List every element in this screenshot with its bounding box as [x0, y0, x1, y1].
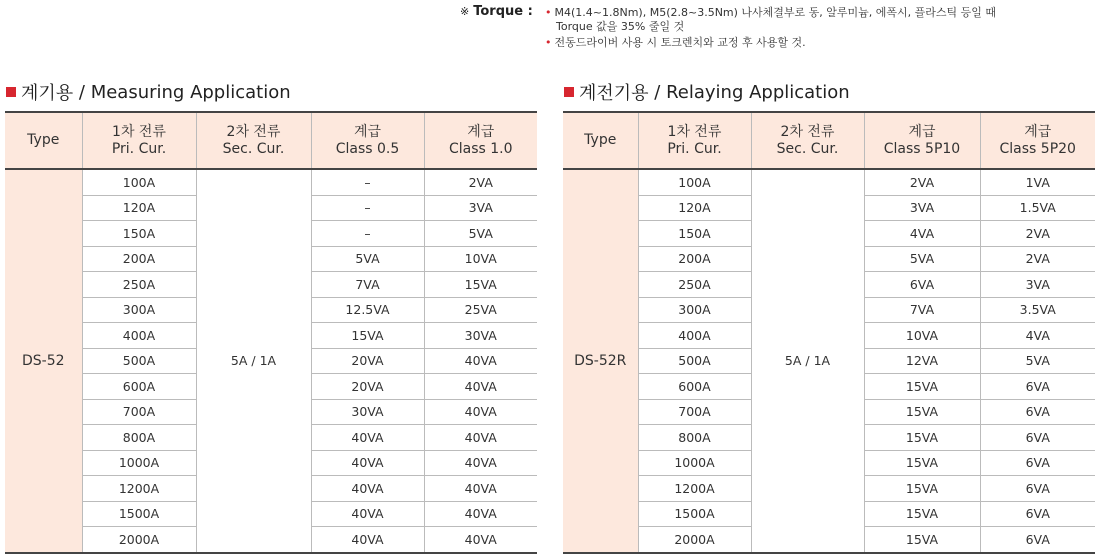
class-burden-cell: 12VA — [864, 348, 980, 374]
relaying-title-ko: 계전기용 — [579, 83, 649, 104]
class-burden-cell: 15VA — [424, 272, 537, 298]
relaying-section — [563, 80, 1095, 554]
type-cell: DS-52R — [563, 169, 638, 553]
class-burden-cell: 15VA — [864, 374, 980, 400]
column-header-line: Class 1.0 — [448, 140, 513, 157]
class-burden-cell: 2VA — [424, 169, 537, 195]
measuring-title — [5, 80, 537, 104]
column-header-line: Pri. Cur. — [667, 140, 722, 157]
class-burden-cell: 40VA — [311, 425, 424, 451]
primary-current-cell: 1200A — [82, 476, 196, 502]
primary-current-cell: 500A — [638, 348, 751, 374]
primary-current-cell: 300A — [638, 297, 751, 323]
column-header-line: Class 0.5 — [335, 140, 400, 157]
column-header — [82, 112, 196, 169]
class-burden-cell: 1.5VA — [980, 195, 1095, 221]
column-header — [638, 112, 751, 169]
column-header-line: Sec. Cur. — [222, 140, 285, 157]
column-header-line: Class 5P10 — [883, 140, 961, 157]
column-header-line: 계급 — [353, 123, 382, 140]
type-cell: DS-52 — [5, 169, 82, 553]
class-burden-cell: 15VA — [864, 450, 980, 476]
class-burden-cell: 40VA — [424, 399, 537, 425]
table-row — [563, 169, 1095, 195]
column-header-line: 2차 전류 — [226, 123, 281, 140]
class-burden-cell: 15VA — [864, 527, 980, 553]
primary-current-cell: 100A — [82, 169, 196, 195]
primary-current-cell: 250A — [82, 272, 196, 298]
class-burden-cell: 40VA — [424, 374, 537, 400]
column-header-line: 계급 — [467, 123, 495, 140]
class-burden-cell: 40VA — [424, 476, 537, 502]
primary-current-cell: 1000A — [82, 450, 196, 476]
primary-current-cell: 250A — [638, 272, 751, 298]
column-header-line: 1차 전류 — [112, 123, 166, 140]
relaying-table — [563, 111, 1095, 554]
class-burden-cell: 10VA — [864, 323, 980, 349]
bullet-icon: • — [545, 6, 552, 19]
primary-current-cell: 1500A — [82, 501, 196, 527]
column-header-line: Pri. Cur. — [111, 140, 167, 157]
class-burden-cell: 25VA — [424, 297, 537, 323]
class-burden-cell: 6VA — [980, 374, 1095, 400]
class-burden-cell: 5VA — [424, 221, 537, 247]
table-header-row — [563, 112, 1095, 169]
column-header-line: Type — [584, 132, 617, 148]
primary-current-cell: 1200A — [638, 476, 751, 502]
class-burden-cell: – — [311, 221, 424, 247]
torque-note-line-1-cont: Torque 값을 35% 줄일 것 — [556, 20, 685, 33]
class-burden-cell: – — [311, 169, 424, 195]
torque-note-text-1: M4(1.4~1.8Nm), M5(2.8~3.5Nm) 나사체결부로 동, 알루미늄, 에폭시, 플라스틱 등일 때 — [554, 6, 997, 19]
class-burden-cell: 6VA — [980, 425, 1095, 451]
measuring-table — [5, 111, 537, 554]
column-header-line: Type — [27, 132, 60, 148]
primary-current-cell: 200A — [82, 246, 196, 272]
class-burden-cell: 40VA — [311, 501, 424, 527]
column-header — [864, 112, 980, 169]
primary-current-cell: 120A — [82, 195, 196, 221]
class-burden-cell: 6VA — [980, 501, 1095, 527]
primary-current-cell: 100A — [638, 169, 751, 195]
torque-note-text-2: 전동드라이버 사용 시 토크렌치와 교정 후 사용할 것. — [554, 36, 806, 49]
column-header-line: 계급 — [1024, 123, 1052, 140]
table-header-row — [5, 112, 537, 169]
class-burden-cell: 3VA — [424, 195, 537, 221]
class-burden-cell: 3.5VA — [980, 297, 1095, 323]
class-burden-cell: 10VA — [424, 246, 537, 272]
column-header — [751, 112, 864, 169]
class-burden-cell: 6VA — [980, 476, 1095, 502]
primary-current-cell: 800A — [82, 425, 196, 451]
primary-current-cell: 200A — [638, 246, 751, 272]
secondary-current-cell: 5A / 1A — [751, 169, 864, 553]
class-burden-cell: 40VA — [424, 450, 537, 476]
title-slash: / — [73, 81, 91, 103]
class-burden-cell: 20VA — [311, 348, 424, 374]
class-burden-cell: 15VA — [864, 501, 980, 527]
primary-current-cell: 600A — [638, 374, 751, 400]
class-burden-cell: 2VA — [980, 221, 1095, 247]
primary-current-cell: 400A — [82, 323, 196, 349]
class-burden-cell: 12.5VA — [311, 297, 424, 323]
torque-label — [460, 5, 533, 19]
bullet-icon: • — [545, 36, 552, 49]
class-burden-cell: 40VA — [311, 527, 424, 553]
column-header — [311, 112, 424, 169]
primary-current-cell: 150A — [638, 221, 751, 247]
column-header — [563, 112, 638, 169]
class-burden-cell: 3VA — [980, 272, 1095, 298]
reference-mark: ※ — [460, 5, 470, 18]
primary-current-cell: 120A — [638, 195, 751, 221]
class-burden-cell: 5VA — [980, 348, 1095, 374]
column-header — [424, 112, 537, 169]
class-burden-cell: 40VA — [424, 348, 537, 374]
measuring-title-ko: 계기용 — [21, 83, 74, 104]
class-burden-cell: 4VA — [864, 221, 980, 247]
class-burden-cell: 6VA — [980, 450, 1095, 476]
class-burden-cell: 7VA — [864, 297, 980, 323]
class-burden-cell: 40VA — [424, 501, 537, 527]
class-burden-cell: 40VA — [311, 476, 424, 502]
class-burden-cell: – — [311, 195, 424, 221]
red-square-icon — [564, 87, 574, 97]
primary-current-cell: 600A — [82, 374, 196, 400]
class-burden-cell: 6VA — [864, 272, 980, 298]
class-burden-cell: 3VA — [864, 195, 980, 221]
class-burden-cell: 15VA — [311, 323, 424, 349]
class-burden-cell: 5VA — [311, 246, 424, 272]
measuring-title-en: Measuring Application — [90, 81, 291, 103]
class-burden-cell: 7VA — [311, 272, 424, 298]
relaying-title — [563, 80, 1095, 104]
class-burden-cell: 15VA — [864, 425, 980, 451]
class-burden-cell: 2VA — [980, 246, 1095, 272]
class-burden-cell: 6VA — [980, 399, 1095, 425]
primary-current-cell: 300A — [82, 297, 196, 323]
primary-current-cell: 150A — [82, 221, 196, 247]
torque-note-line-2 — [460, 36, 1080, 50]
torque-note-line-1 — [460, 6, 1080, 20]
column-header-line: 1차 전류 — [667, 123, 722, 140]
class-burden-cell: 40VA — [424, 425, 537, 451]
class-burden-cell: 40VA — [424, 527, 537, 553]
class-burden-cell: 4VA — [980, 323, 1095, 349]
class-burden-cell: 40VA — [311, 450, 424, 476]
column-header — [5, 112, 82, 169]
class-burden-cell: 2VA — [864, 169, 980, 195]
primary-current-cell: 400A — [638, 323, 751, 349]
measuring-section — [5, 80, 537, 554]
primary-current-cell: 500A — [82, 348, 196, 374]
primary-current-cell: 1500A — [638, 501, 751, 527]
class-burden-cell: 20VA — [311, 374, 424, 400]
column-header-line: Sec. Cur. — [776, 140, 839, 157]
class-burden-cell: 30VA — [424, 323, 537, 349]
column-header — [980, 112, 1095, 169]
table-row — [5, 169, 537, 195]
primary-current-cell: 2000A — [638, 527, 751, 553]
torque-label-text: Torque : — [473, 4, 533, 19]
primary-current-cell: 1000A — [638, 450, 751, 476]
secondary-current-cell: 5A / 1A — [196, 169, 311, 553]
column-header-line: 2차 전류 — [780, 123, 835, 140]
column-header — [196, 112, 311, 169]
primary-current-cell: 800A — [638, 425, 751, 451]
class-burden-cell: 1VA — [980, 169, 1095, 195]
class-burden-cell: 15VA — [864, 399, 980, 425]
class-burden-cell: 5VA — [864, 246, 980, 272]
class-burden-cell: 15VA — [864, 476, 980, 502]
title-slash: / — [648, 81, 667, 103]
red-square-icon — [6, 87, 16, 97]
relaying-title-en: Relaying Application — [666, 81, 850, 103]
primary-current-cell: 2000A — [82, 527, 196, 553]
class-burden-cell: 30VA — [311, 399, 424, 425]
class-burden-cell: 6VA — [980, 527, 1095, 553]
torque-note — [460, 6, 1080, 50]
primary-current-cell: 700A — [82, 399, 196, 425]
primary-current-cell: 700A — [638, 399, 751, 425]
column-header-line: 계급 — [908, 123, 936, 140]
column-header-line: Class 5P20 — [999, 140, 1076, 157]
